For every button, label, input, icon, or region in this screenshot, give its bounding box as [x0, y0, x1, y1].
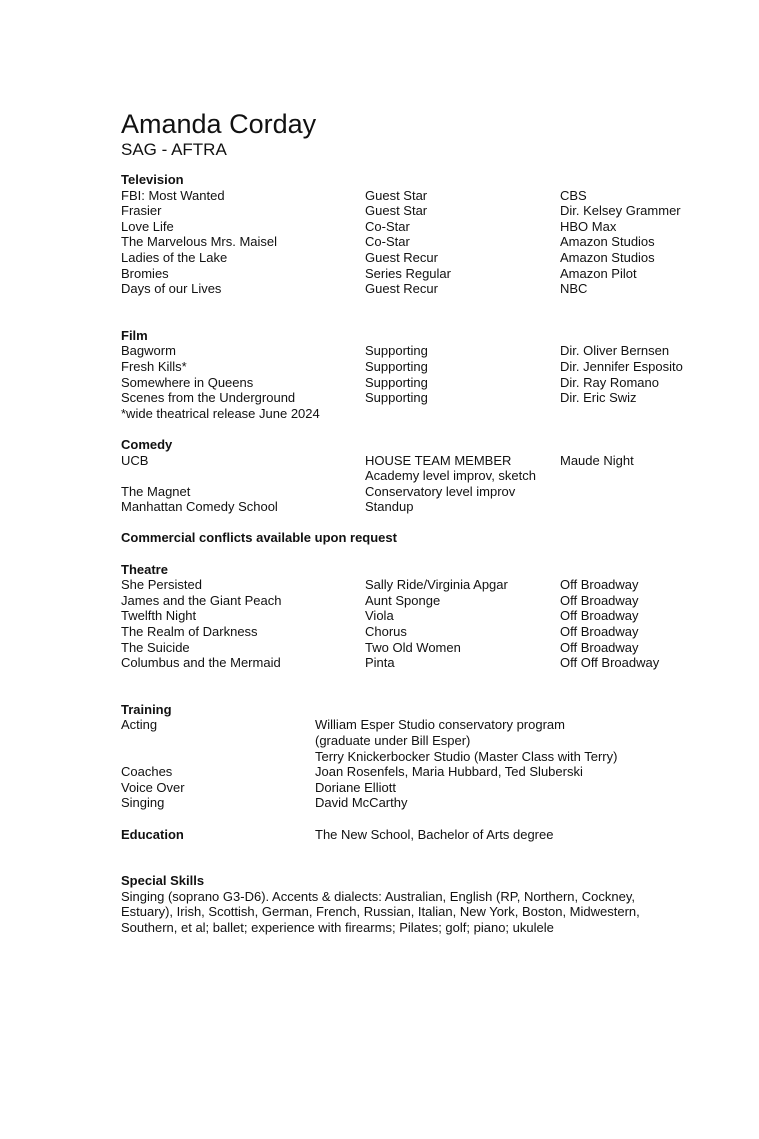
credit-detail: HOUSE TEAM MEMBER [365, 452, 512, 468]
credit-row [121, 655, 721, 671]
credit-venue: Off Broadway [560, 577, 639, 593]
training-heading: Training [121, 701, 172, 717]
credit-row [121, 359, 721, 375]
television-section [121, 172, 721, 297]
credit-row [121, 468, 721, 484]
credit-row [121, 624, 721, 640]
credit-role: Pinta [365, 655, 395, 671]
credit-detail: Academy level improv, sketch [365, 468, 536, 484]
credit-director: Dir. Ray Romano [560, 374, 659, 390]
credit-title: UCB [121, 452, 149, 468]
credit-role: Supporting [365, 343, 428, 359]
credit-director: Dir. Oliver Bernsen [560, 343, 670, 359]
credit-role: Supporting [365, 358, 428, 374]
resume-page [121, 108, 721, 936]
credit-network: HBO Max [560, 218, 617, 234]
training-value: Doriane Elliott [315, 779, 396, 795]
credit-venue: Off Off Broadway [560, 655, 660, 671]
credit-row [121, 250, 721, 266]
credit-detail: Conservatory level improv [365, 483, 516, 499]
film-section [121, 328, 721, 422]
credit-title: Bagworm [121, 343, 176, 359]
credit-title: Somewhere in Queens [121, 374, 254, 390]
special-skills-text: Singing (soprano G3-D6). Accents & dialects: Australian, English (RP, Northern, Cockney, Estuary), Irish, Scottish, German, French, Russian, Italian, New York, Boston, Midwestern, Southern, et al; ballet; experience with firearms; Pilates; golf; piano; ukulele [121, 888, 640, 935]
credit-title: Fresh Kills* [121, 358, 187, 374]
training-label: Singing [121, 795, 165, 811]
credit-venue: Off Broadway [560, 592, 639, 608]
credit-venue: Off Broadway [560, 624, 639, 640]
training-label [121, 733, 315, 749]
credit-director: Dir. Eric Swiz [560, 390, 637, 406]
comedy-heading: Comedy [121, 436, 173, 452]
credit-title: Love Life [121, 218, 174, 234]
training-section [121, 702, 721, 811]
credit-title: James and the Giant Peach [121, 592, 282, 608]
training-value: David McCarthy [315, 795, 408, 811]
credit-extra [560, 484, 721, 500]
credit-row [121, 608, 721, 624]
credit-title: Columbus and the Mermaid [121, 655, 281, 671]
credit-role: Guest Recur [365, 249, 438, 265]
credit-network: Amazon Pilot [560, 265, 637, 281]
training-value: (graduate under Bill Esper) [315, 733, 471, 748]
training-value: Terry Knickerbocker Studio (Master Class with Terry) [315, 748, 618, 764]
credit-title: Manhattan Comedy School [121, 499, 278, 515]
credit-row [121, 203, 721, 219]
credit-row [121, 266, 721, 282]
credit-extra: Maude Night [560, 452, 634, 468]
credit-row [121, 343, 721, 359]
training-label: Acting [121, 717, 158, 733]
training-label [121, 749, 315, 765]
training-row [121, 733, 721, 749]
credit-row [121, 219, 721, 235]
training-row [121, 780, 721, 796]
training-label: Coaches [121, 764, 173, 780]
credit-row [121, 375, 721, 391]
credit-row [121, 188, 721, 204]
credit-row [121, 593, 721, 609]
credit-network: Amazon Studios [560, 234, 655, 250]
credit-row [121, 390, 721, 406]
credit-network: Amazon Studios [560, 249, 655, 265]
credit-role: Viola [365, 608, 394, 624]
credit-role: Sally Ride/Virginia Apgar [365, 577, 508, 593]
training-value: Joan Rosenfels, Maria Hubbard, Ted Sluberski [315, 764, 583, 780]
credit-row [121, 453, 721, 469]
credit-venue: Off Broadway [560, 608, 639, 624]
credit-venue: Off Broadway [560, 639, 639, 655]
credit-role: Guest Star [365, 203, 428, 219]
credit-title: The Suicide [121, 639, 190, 655]
credit-extra [560, 499, 721, 515]
credit-role: Supporting [365, 390, 428, 406]
credit-role: Two Old Women [365, 639, 461, 655]
credit-role: Co-Star [365, 234, 410, 250]
release-note: *wide theatrical release June 2024 [121, 405, 320, 421]
credit-row [121, 281, 721, 297]
credit-role: Aunt Sponge [365, 592, 441, 608]
credit-title [121, 468, 365, 484]
credit-detail: Standup [365, 499, 414, 515]
film-heading: Film [121, 327, 148, 343]
training-row [121, 764, 721, 780]
comedy-section [121, 437, 721, 515]
commercial-conflicts-note: Commercial conflicts available upon request [121, 530, 397, 546]
credit-role: Co-Star [365, 218, 410, 234]
training-value: William Esper Studio conservatory program [315, 717, 565, 733]
credit-extra [560, 468, 721, 484]
education-value: The New School, Bachelor of Arts degree [315, 826, 554, 842]
credit-title: She Persisted [121, 577, 202, 593]
training-row [121, 749, 721, 765]
special-skills-section [121, 873, 721, 935]
union-affiliation: SAG - AFTRA [121, 140, 227, 159]
education-section [121, 827, 721, 843]
credit-title: FBI: Most Wanted [121, 187, 225, 203]
credit-row [121, 640, 721, 656]
credit-network: Dir. Kelsey Grammer [560, 203, 681, 219]
special-skills-heading: Special Skills [121, 873, 205, 889]
credit-title: Days of our Lives [121, 281, 222, 297]
credit-role: Guest Recur [365, 281, 438, 297]
training-label: Voice Over [121, 779, 185, 795]
credit-role: Guest Star [365, 187, 428, 203]
credit-role: Supporting [365, 374, 428, 390]
credit-row [121, 234, 721, 250]
credit-title: Ladies of the Lake [121, 249, 228, 265]
credit-title: Bromies [121, 265, 169, 281]
credit-title: Frasier [121, 203, 162, 219]
credit-title: Twelfth Night [121, 608, 197, 624]
credit-title: Scenes from the Underground [121, 390, 296, 406]
credit-network: CBS [560, 187, 587, 203]
training-row [121, 795, 721, 811]
credit-row [121, 484, 721, 500]
theatre-section [121, 562, 721, 671]
education-heading: Education [121, 826, 184, 842]
credit-row [121, 499, 721, 515]
credit-title: The Marvelous Mrs. Maisel [121, 234, 278, 250]
credit-row [121, 577, 721, 593]
credit-title: The Realm of Darkness [121, 624, 258, 640]
actor-name: Amanda Corday [121, 109, 317, 139]
theatre-heading: Theatre [121, 561, 168, 577]
credit-network: NBC [560, 281, 588, 297]
credit-title: The Magnet [121, 483, 191, 499]
training-row [121, 717, 721, 733]
credit-director: Dir. Jennifer Esposito [560, 358, 683, 374]
credit-role: Chorus [365, 624, 407, 640]
television-heading: Television [121, 172, 184, 187]
credit-role: Series Regular [365, 265, 451, 281]
